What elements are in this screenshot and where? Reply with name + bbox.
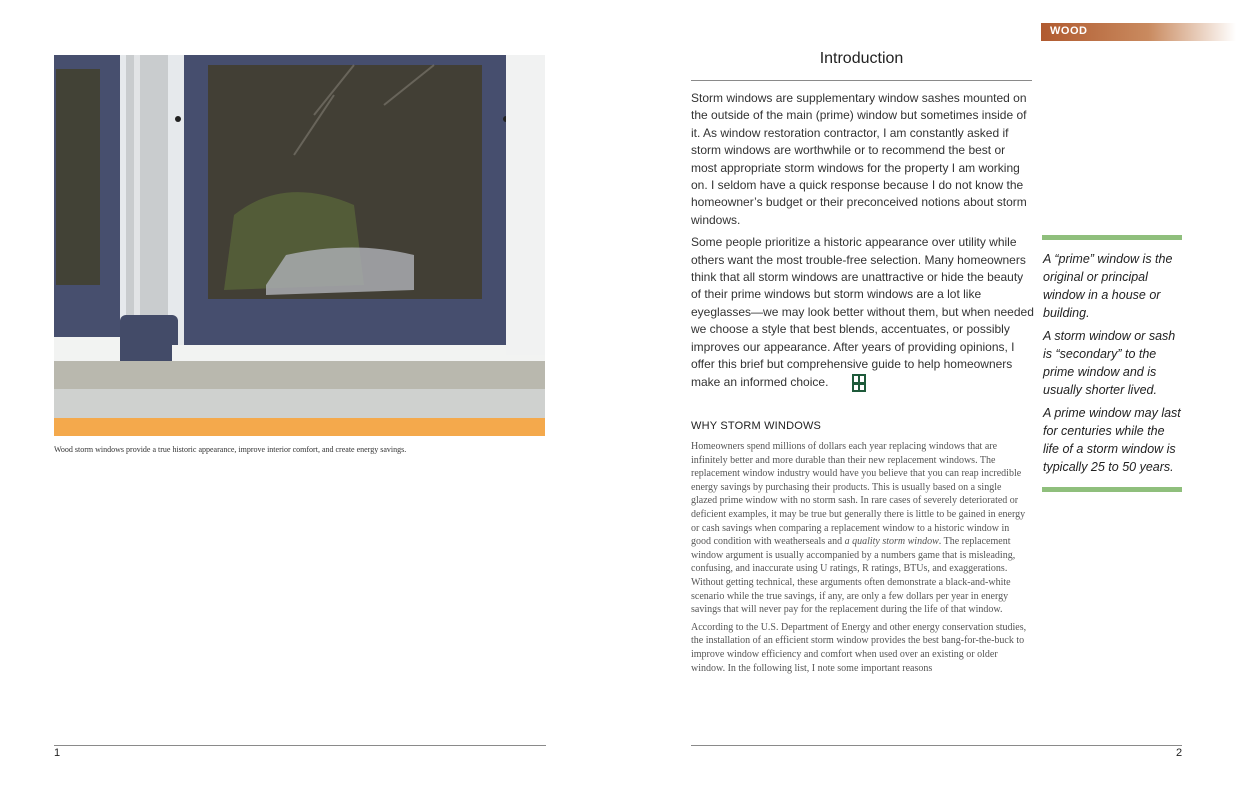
sidebar-bottom-rule (1042, 487, 1182, 492)
sidebar-note: A prime window may last for centuries while the life of a storm window is typically 25 to 50 years. (1043, 406, 1181, 474)
intro-paragraph: Storm windows are supplementary window sashes mounted on the outside of the main (prime) window but sometimes inside of it. As window restoration contractor, I am constantly asked if storm windows are worthwhile or to recommend the best or most appropriate storm windows for the property I am working on. I seldom have a quick response because I do not know the homeowner’s budget or their preconceived notions about storm windows. (691, 91, 1027, 227)
photo-caption: Wood storm windows provide a true historic appearance, improve interior comfort, and create energy savings. (54, 445, 407, 454)
window-ornament-icon (852, 374, 866, 392)
title-rule (691, 80, 1032, 81)
page-number-left: 1 (54, 747, 61, 759)
sidebar-top-rule (1042, 235, 1182, 240)
footer-rule-right (691, 745, 1182, 746)
intro-text (691, 90, 1034, 396)
section-tab-label: WOOD (1050, 25, 1088, 37)
body-paragraph: Homeowners spend millions of dollars each year replacing windows that are infinitely better and more durable than their new replacement windows. The replacement window industry would have you believe that you can reap incredible energy savings by purchasing their products. This is usually based on a single glazed prime window with no storm sash. In rare cases of severely deteriorated or deficient examples, it may be true but generally there is little to be gained in energy or cash savings when comparing a replacement window to a historic window in good condition with weatherseals and a quality storm window. The replacement window argument is usually accompanied by a numbers game that is misleading, confusing, and inaccurate using U ratings, R ratings, BTUs, and exaggerations. Without getting technical, these arguments often demonstrate a black-and-white scenario while the true savings, if any, are only a few dollars per year in energy savings that will never pay for the replacement during the life of that window. (691, 441, 1026, 616)
page-number-right: 2 (1176, 747, 1183, 759)
footer-rule-left (54, 745, 546, 746)
sidebar-note: A “prime” window is the original or principal window in a house or building. (1043, 252, 1173, 320)
sidebar-note: A storm window or sash is “secondary” to the prime window and is usually shorter lived. (1043, 329, 1176, 397)
body-paragraph: According to the U.S. Department of Energy and other energy conservation studies, the installation of an efficient storm window provides the best bang-for-the-buck to improve window efficiency and comfort when used over an existing or older window. In the following list, I note some important reasons (691, 621, 1027, 674)
sidebar-callout (1043, 250, 1183, 481)
section-heading: WHY STORM WINDOWS (691, 420, 822, 432)
storm-window-photo (54, 55, 545, 418)
photo-accent-band (54, 418, 545, 436)
section-body (691, 440, 1029, 679)
intro-paragraph: Some people prioritize a historic appearance over utility while others want the most trouble-free selection. Many homeowners think that all storm windows are unattractive or hide the beauty of their prime windows but storm windows are a lot like eyeglasses—we may look better without them, but when needed we choose a style that best blends, accentuates, or possibly improves our appearance. After years of providing opinions, I offer this brief but comprehensive guide to help homeowners make an informed choice. (691, 235, 1034, 389)
section-tab (1041, 23, 1236, 41)
page-title: Introduction (819, 50, 904, 67)
